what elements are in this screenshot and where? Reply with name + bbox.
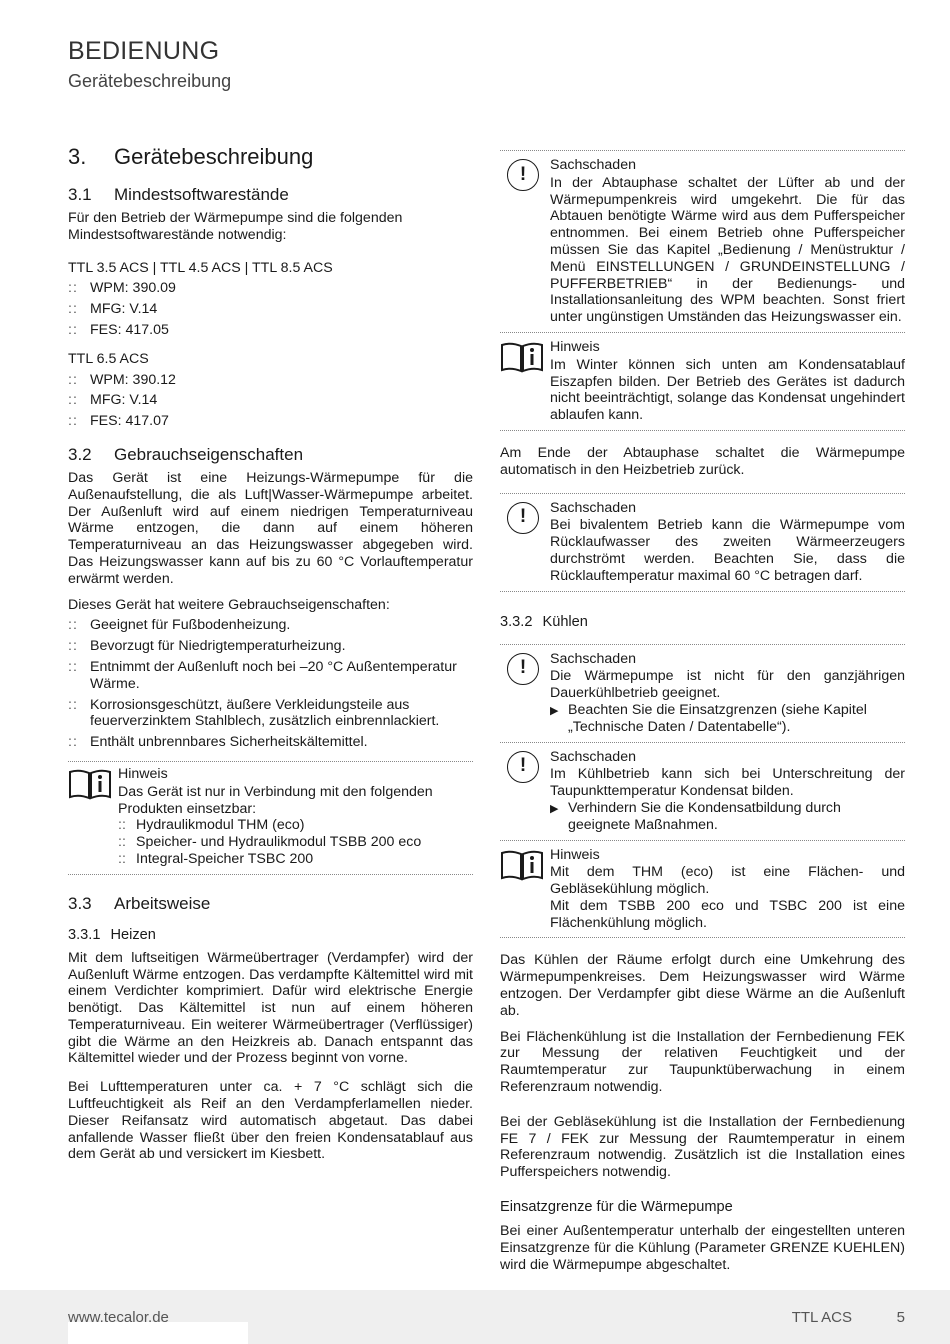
warning-icon: ! xyxy=(500,157,550,326)
list-item: :: Geeignet für Fußbodenheizung. xyxy=(68,617,291,634)
chapter-number: 3. xyxy=(68,144,87,169)
subsection-title: Kühlen xyxy=(542,613,588,630)
paragraph: Am Ende der Abtauphase schaltet die Wärmepumpe automatisch in den Heizbetrieb zurück. xyxy=(500,444,905,478)
section-heading-3-3 xyxy=(68,893,473,915)
section-number: 3.2 xyxy=(68,444,92,464)
section-title: Gebrauchseigenschaften xyxy=(114,444,304,464)
subsection-number: 3.3.2 xyxy=(500,613,533,630)
list-item: :: Integral-Speicher TSBC 200 xyxy=(118,850,314,867)
software-group-title: TTL 3.5 ACS | TTL 4.5 ACS | TTL 8.5 ACS xyxy=(68,259,333,276)
list-item: :: Enthält unbrennbares Sicherheitskältemittel. xyxy=(68,734,368,751)
warning-box xyxy=(500,644,905,743)
section-title: Mindestsoftwarestände xyxy=(114,185,289,204)
warning-text: Im Kühlbetrieb kann sich bei Unterschreitung der Taupunkttemperatur Kondensat bilden. xyxy=(550,766,905,800)
right-column xyxy=(500,150,905,1282)
subsection-title: Heizen xyxy=(110,926,156,943)
list-item: :: Speicher- und Hydraulikmodul TSBB 200 eco xyxy=(118,834,422,851)
list-item: :: Korrosionsgeschützt, äußere Verkleidungsteile aus feuerverzinktem Stahlblech, zusätzlich einbrennlackiert. xyxy=(68,696,440,730)
subsection-heading-3-3-1 xyxy=(68,925,473,945)
warning-text: Bei bivalentem Betrieb kann die Wärmepumpe vom Rücklaufwasser des zweiten Wärmeerzeugers durchströmt werden. Beachten Sie, dass die Rücklauftemperatur maximal 60 °C betragen darf. xyxy=(550,517,905,584)
paragraph: Bei Flächenkühlung ist die Installation der Fernbedienung FEK zur Messung der relativen Feuchtigkeit und der Raumtemperatur zur Taupunktüberwachung in einem Referenzraum notwendig. xyxy=(500,1028,905,1096)
note-box xyxy=(500,333,905,431)
warning-icon: ! xyxy=(500,500,550,585)
warning-icon: ! xyxy=(500,651,550,736)
book-info-icon xyxy=(500,339,550,424)
list-item: :: Entnimmt der Außenluft noch bei –20 °C Außentemperatur Wärme. xyxy=(68,658,457,692)
warning-title: Sachschaden xyxy=(550,748,636,765)
list-item: :: MFG: V.14 xyxy=(68,301,158,318)
note-text: Das Gerät ist nur in Verbindung mit den folgenden Produkten einsetzbar: xyxy=(118,783,433,817)
subsection-heading-3-3-2 xyxy=(500,612,905,632)
note-title: Hinweis xyxy=(550,846,600,863)
note-box xyxy=(500,841,905,939)
note-text: Mit dem THM (eco) ist eine Flächen- und Gebläsekühlung möglich. xyxy=(550,864,905,898)
footer-document-name: TTL ACS xyxy=(791,1309,852,1326)
list-item: :: Hydraulikmodul THM (eco) xyxy=(118,817,305,834)
note-title: Hinweis xyxy=(118,765,168,782)
warning-text: In der Abtauphase schaltet der Lüfter ab und der Wärmepumpenkreis wird umgekehrt. Die für das Abtauen benötigte Wärme wird aus dem Pufferspeicher entnommen. Bei einem Betrieb ohne Pufferspeicher müssen Sie das Kapitel „Bedienung / Menüstruktur / Menü EINSTELLUNGEN / GRUNDEINSTELLUNG / PUFFERBETRIEB“ in der Bedienungs- und Installationsanleitung des WPM beachten. Sonst friert unter ungünstigen Umständen das Heizungswasser ein. xyxy=(550,174,905,326)
triangle-right-icon: ▶ xyxy=(550,802,559,815)
warning-title: Sachschaden xyxy=(550,650,636,667)
warning-box xyxy=(500,743,905,841)
note-title: Hinweis xyxy=(550,338,600,355)
action-step: ▶ Beachten Sie die Einsatzgrenzen (siehe Kapitel „Technische Daten / Datentabelle“). xyxy=(550,701,867,735)
book-info-icon xyxy=(68,766,118,868)
paragraph: Bei Lufttemperaturen unter ca. + 7 °C schlägt sich die Luftfeuchtigkeit als Reif an den Verdampferlamellen nieder. Dieser Reifansatz wird automatisch abgetaut. Das dabei anfallende Wasser fließt über den freien Kondensatablauf aus dem Gerät ab und versickert im Kiesbett. xyxy=(68,1079,473,1163)
action-step: ▶ Verhindern Sie die Kondensatbildung durch geeignete Maßnahmen. xyxy=(550,799,841,833)
note-text: Im Winter können sich unten am Kondensatablauf Eiszapfen bilden. Der Betrieb des Gerätes ist dadurch nicht beeinträchtigt, solange das Kondensat ungehindert ablaufen kann. xyxy=(550,356,905,424)
warning-title: Sachschaden xyxy=(550,499,636,516)
warning-icon: ! xyxy=(500,749,550,834)
subsection-number: 3.3.1 xyxy=(68,926,101,943)
warning-box xyxy=(500,150,905,333)
paragraph: Das Gerät ist eine Heizungs-Wärmepumpe für die Außenaufstellung, die als Luft|Wasser-Wärmepumpe arbeitet. Der Außenluft wird auf einem niedrigen Temperaturniveau Wärme entzogen, die dann auf einem höheren Temperaturniveau an das Heizungswasser abgegeben wird. Das Heizungswasser kann auf bis zu 60 °C Vorlauftemperatur erwärmt werden. xyxy=(68,469,473,587)
page-number: 5 xyxy=(896,1309,905,1326)
warning-text: Die Wärmepumpe ist nicht für den ganzjährigen Dauerkühlbetrieb geeignet. xyxy=(550,668,905,702)
chapter-title: Gerätebeschreibung xyxy=(114,144,314,169)
list-item: :: WPM: 390.12 xyxy=(68,371,176,388)
paragraph: Dieses Gerät hat weitere Gebrauchseigenschaften: xyxy=(68,596,390,613)
book-info-icon xyxy=(500,847,550,932)
product-list xyxy=(118,817,473,867)
header-subtitle: Gerätebeschreibung xyxy=(68,71,232,91)
software-list xyxy=(68,372,473,430)
triangle-right-icon: ▶ xyxy=(550,704,559,717)
section-number: 3.1 xyxy=(68,185,92,204)
note-text: Mit dem TSBB 200 eco und TSBC 200 ist eine Flächenkühlung möglich. xyxy=(550,897,905,931)
warning-title: Sachschaden xyxy=(550,157,636,173)
paragraph: Mit dem luftseitigen Wärmeübertrager (Verdampfer) wird der Außenluft Wärme entzogen. Das verdampfte Kältemittel wird mit einem Verdichter komprimiert. Dafür wird elektrische Energie benötigt. Das Kältemittel ist nun auf einem höheren Temperaturniveau. Ein weiterer Wärmeübertrager (Verflüssiger) gibt die Wärme an den Heizkreis ab. Danach entspannt das Kältemittel wieder und der Prozess beginnt von vorne. xyxy=(68,949,473,1067)
paragraph: Das Kühlen der Räume erfolgt durch eine Umkehrung des Wärmepumpenkreises. Dem Heizungswasser wird Wärme entzogen. Der Verdampfer gibt diese Wärme an die Außenluft ab. xyxy=(500,952,905,1019)
chapter-heading xyxy=(68,142,473,172)
subheading: Einsatzgrenze für die Wärmepumpe xyxy=(500,1199,733,1216)
list-item: :: FES: 417.07 xyxy=(68,413,169,430)
list-item: :: MFG: V.14 xyxy=(68,392,158,409)
feature-list xyxy=(68,617,473,751)
paragraph: Bei der Gebläsekühlung ist die Installation der Fernbedienung FE 7 / FEK zur Messung der Raumtemperatur in einem Referenzraum notwendig. Zusätzlich ist die Installation eines Pufferspeichers notwendig. xyxy=(500,1113,905,1181)
section-number: 3.3 xyxy=(68,893,92,913)
list-item: :: WPM: 390.09 xyxy=(68,280,176,297)
section-title: Arbeitsweise xyxy=(114,893,211,913)
software-list xyxy=(68,280,473,338)
left-column xyxy=(68,142,473,1172)
paragraph: Für den Betrieb der Wärmepumpe sind die folgenden Mindestsoftwarestände notwendig: xyxy=(68,210,403,243)
warning-box xyxy=(500,493,905,592)
header-title: BEDIENUNG xyxy=(68,37,220,65)
page-footer xyxy=(0,1290,950,1344)
software-group-title: TTL 6.5 ACS xyxy=(68,350,149,367)
list-item: :: Bevorzugt für Niedrigtemperaturheizung. xyxy=(68,638,346,655)
list-item: :: FES: 417.05 xyxy=(68,321,169,338)
section-heading-3-2 xyxy=(68,444,473,466)
page-header xyxy=(68,36,231,92)
note-box xyxy=(68,761,473,875)
footer-url: www.tecalor.de xyxy=(68,1309,169,1326)
section-heading-3-1 xyxy=(68,184,473,206)
paragraph: Bei einer Außentemperatur unterhalb der eingestellten unteren Einsatzgrenze für die Kühlung (Parameter GRENZE KUEHLEN) wird die Wärmepumpe abgeschaltet. xyxy=(500,1223,905,1273)
